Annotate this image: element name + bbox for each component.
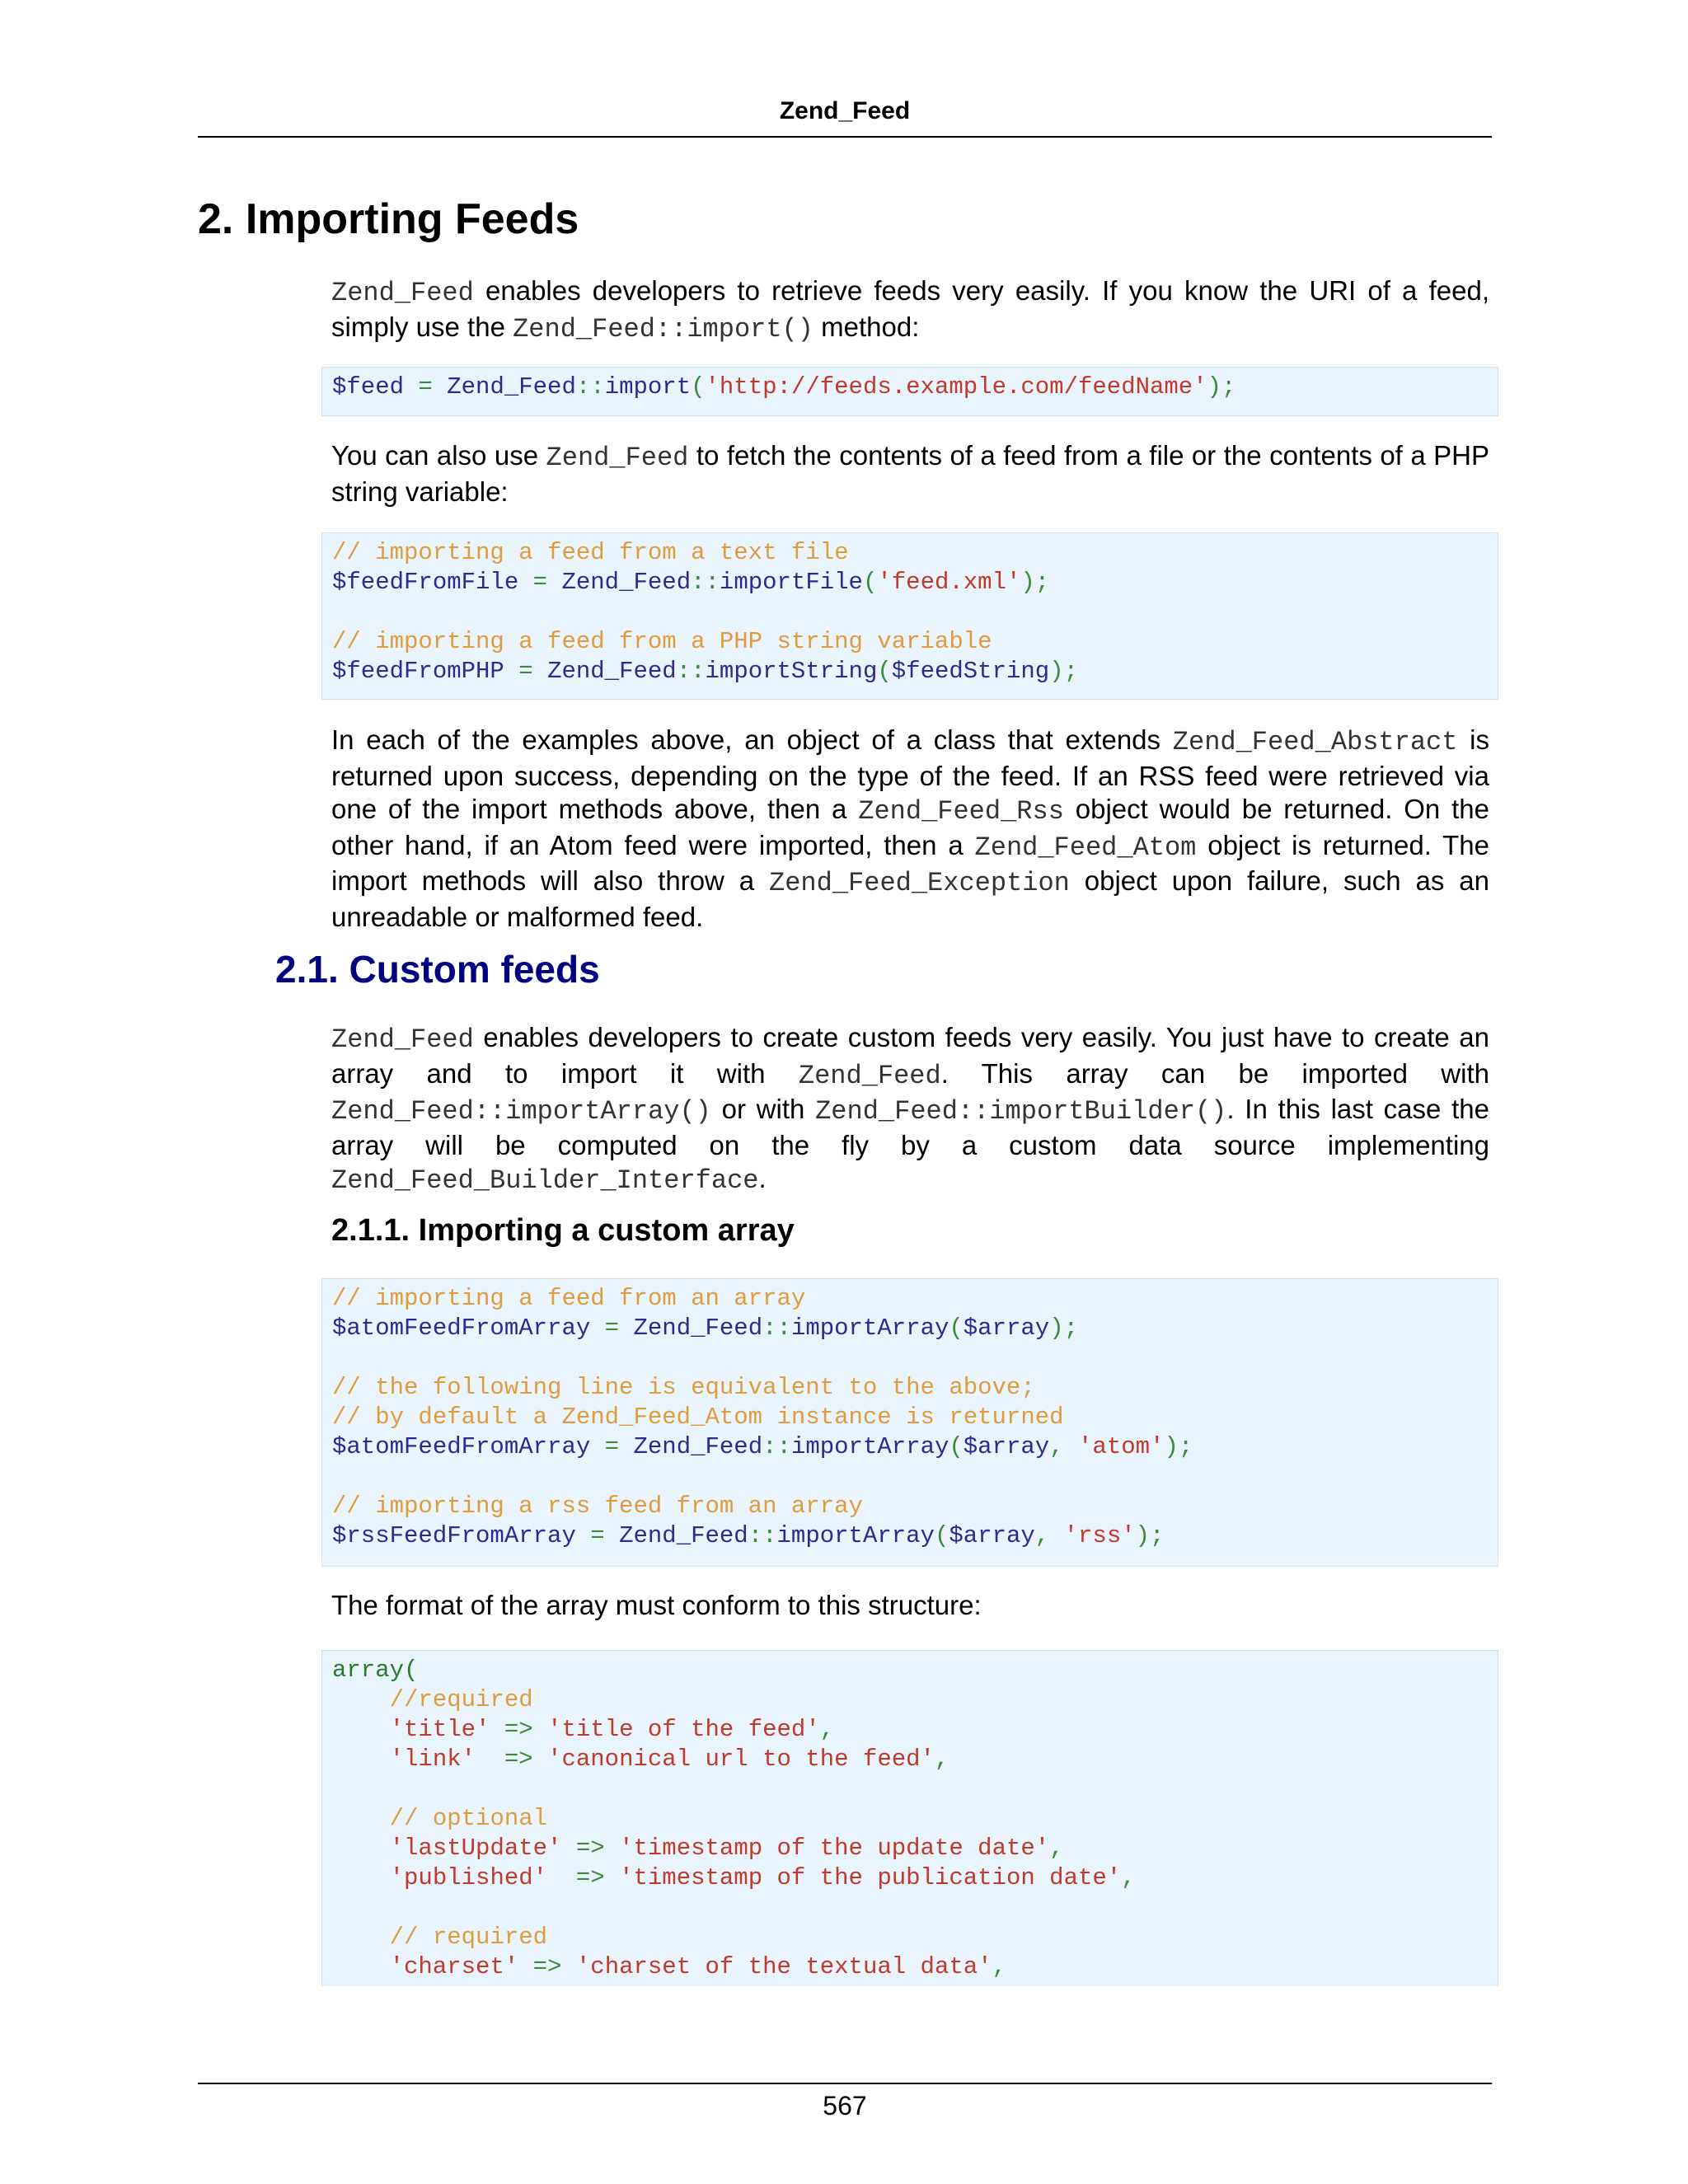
code-token: 'canonical url to the feed' bbox=[547, 1746, 935, 1773]
code-token: = bbox=[590, 1433, 634, 1460]
code-token: Zend_Feed bbox=[547, 658, 677, 685]
code-token: ); bbox=[1164, 1433, 1193, 1460]
code-line bbox=[332, 568, 1498, 598]
code-block-import-file-string bbox=[321, 532, 1498, 700]
text-run: object upon failure, such as an unreadable or malformed feed. bbox=[331, 865, 1489, 932]
code-token: Zend_Feed bbox=[619, 1522, 748, 1549]
text-run: or with bbox=[710, 1094, 816, 1124]
text-run: object is returned. The import methods will also throw a bbox=[331, 829, 1489, 896]
code-token: importArray bbox=[790, 1315, 950, 1342]
page-number: 567 bbox=[823, 2091, 867, 2121]
code-comment: // importing a rss feed from an array bbox=[332, 1493, 863, 1520]
code-line: array( bbox=[332, 1657, 419, 1684]
code-token: $feedFromPHP bbox=[332, 658, 504, 685]
code-token: ( bbox=[862, 569, 878, 596]
code-line bbox=[332, 373, 1498, 402]
code-token: :: bbox=[762, 1433, 791, 1460]
code-token: $array bbox=[963, 1315, 1050, 1342]
text-run: . This array can be imported with bbox=[940, 1057, 1489, 1089]
running-header: Zend_Feed bbox=[779, 97, 911, 124]
text-run: In each of the examples above, an object of a class that extends bbox=[331, 724, 1173, 755]
code-token: 'charset of the textual data' bbox=[575, 1953, 992, 1980]
text-run: enables developers to retrieve feeds very easily. If you know the URI of a feed, simply use the bbox=[331, 275, 1489, 342]
code-token: 'timestamp of the publication date' bbox=[619, 1864, 1122, 1891]
code-comment bbox=[332, 1923, 1498, 1952]
code-line bbox=[332, 1952, 1498, 1982]
code-line bbox=[332, 1834, 1498, 1863]
code-token: importString bbox=[705, 658, 878, 685]
code-token: , bbox=[1049, 1433, 1079, 1460]
code-blank-line bbox=[332, 1343, 1498, 1373]
text-run: to fetch the contents of a feed from a file or the contents of a PHP string variable: bbox=[331, 440, 1490, 507]
code-block-import bbox=[321, 367, 1498, 416]
inline-code: Zend_Feed::importBuilder() bbox=[815, 1096, 1227, 1127]
code-token: //required bbox=[389, 1686, 533, 1713]
code-token: ); bbox=[1135, 1522, 1165, 1549]
code-token: 'title of the feed' bbox=[547, 1716, 820, 1743]
inline-code: Zend_Feed_Rss bbox=[858, 796, 1064, 827]
code-token: importArray bbox=[790, 1433, 950, 1460]
code-blank-line bbox=[332, 1774, 1498, 1804]
code-token: = bbox=[504, 658, 548, 685]
code-line bbox=[332, 1863, 1498, 1893]
code-token: 'lastUpdate' bbox=[389, 1835, 562, 1862]
code-token: Zend_Feed bbox=[447, 373, 576, 401]
code-token: 'link' bbox=[389, 1746, 476, 1773]
code-token: $feedFromFile bbox=[332, 569, 519, 596]
code-token: , bbox=[1049, 1835, 1064, 1862]
code-token: $feedString bbox=[891, 658, 1050, 685]
code-comment: // importing a feed from a PHP string variable bbox=[332, 628, 992, 655]
code-comment: // the following line is equivalent to the above; bbox=[332, 1374, 1035, 1401]
return-types-paragraph bbox=[331, 724, 1489, 934]
code-token: ( bbox=[877, 658, 892, 685]
inline-code: Zend_Feed_Exception bbox=[769, 868, 1070, 898]
text-run: enables developers to create custom feeds very easily. You just have to create an array and to import it with bbox=[331, 1022, 1489, 1089]
inline-code: Zend_Feed::importArray() bbox=[331, 1096, 711, 1127]
code-token: ( bbox=[949, 1433, 964, 1460]
code-token: Zend_Feed bbox=[633, 1433, 763, 1460]
code-blank-line bbox=[332, 1893, 1498, 1923]
code-comment bbox=[332, 1804, 1498, 1834]
code-comment: // importing a feed from an array bbox=[332, 1285, 806, 1312]
code-line bbox=[332, 1314, 1498, 1343]
text-run: . bbox=[758, 1163, 767, 1193]
code-token: = bbox=[575, 1522, 620, 1549]
code-token: ( bbox=[934, 1522, 950, 1549]
code-comment: // importing a feed from a text file bbox=[332, 539, 849, 566]
code-token: 'charset' bbox=[389, 1953, 519, 1980]
code-token: :: bbox=[691, 569, 720, 596]
intro-paragraph bbox=[331, 274, 1489, 346]
file-string-paragraph bbox=[331, 439, 1489, 509]
section-title: 2. Importing Feeds bbox=[198, 195, 579, 243]
code-token: , bbox=[992, 1953, 1006, 1980]
code-token: => bbox=[476, 1746, 548, 1773]
code-block-array-structure bbox=[321, 1650, 1498, 1986]
code-token: :: bbox=[748, 1522, 777, 1549]
inline-code: Zend_Feed::import() bbox=[513, 313, 814, 344]
code-line bbox=[332, 1432, 1498, 1462]
code-token: :: bbox=[762, 1315, 791, 1342]
inline-code: Zend_Feed bbox=[546, 443, 689, 473]
code-token: :: bbox=[575, 373, 605, 401]
code-token: , bbox=[934, 1746, 950, 1773]
inline-code: Zend_Feed_Builder_Interface bbox=[331, 1165, 759, 1196]
code-token: $array bbox=[963, 1433, 1050, 1460]
code-token: // required bbox=[389, 1924, 548, 1951]
text-run: object would be returned. On the other hand, if an Atom feed were imported, then a bbox=[331, 794, 1490, 860]
code-token: $array bbox=[949, 1522, 1035, 1549]
code-token: ); bbox=[1020, 569, 1050, 596]
footer-rule bbox=[198, 2083, 1492, 2084]
code-line bbox=[332, 1745, 1498, 1774]
array-format-paragraph: The format of the array must conform to this structure: bbox=[331, 1590, 982, 1620]
inline-code: Zend_Feed_Atom bbox=[974, 832, 1197, 863]
code-block-import-array bbox=[321, 1278, 1498, 1567]
code-token: import bbox=[604, 373, 692, 401]
code-line bbox=[332, 1521, 1498, 1551]
code-comment bbox=[332, 1685, 1498, 1715]
code-token: ( bbox=[949, 1315, 964, 1342]
code-token: $feed bbox=[332, 373, 405, 401]
custom-feeds-paragraph bbox=[331, 1021, 1489, 1198]
code-token: => bbox=[518, 1953, 576, 1980]
code-line bbox=[332, 657, 1498, 687]
inline-code: Zend_Feed bbox=[331, 1024, 474, 1055]
code-token: $atomFeedFromArray bbox=[332, 1433, 591, 1460]
code-token: Zend_Feed bbox=[561, 569, 692, 596]
code-token: :: bbox=[676, 658, 706, 685]
code-token: = bbox=[518, 569, 562, 596]
code-token: $rssFeedFromArray bbox=[332, 1522, 576, 1549]
code-token: 'title' bbox=[389, 1716, 490, 1743]
subsubsection-title: 2.1.1. Importing a custom array bbox=[331, 1213, 795, 1248]
code-token: 'http://feeds.example.com/feedName' bbox=[705, 373, 1207, 401]
code-token: 'feed.xml' bbox=[877, 569, 1021, 596]
code-token: ); bbox=[1049, 1315, 1079, 1342]
subsection-title: 2.1. Custom feeds bbox=[275, 948, 600, 991]
code-token: ); bbox=[1207, 373, 1236, 401]
code-token: 'timestamp of the update date' bbox=[619, 1835, 1050, 1862]
inline-code: Zend_Feed_Abstract bbox=[1172, 727, 1458, 757]
header-rule bbox=[198, 136, 1492, 138]
code-line bbox=[332, 1715, 1498, 1745]
code-token: ( bbox=[691, 373, 706, 401]
text-run: You can also use bbox=[331, 440, 546, 471]
text-run: is returned upon success, depending on the type of the feed. If an RSS feed were retrieved via one of the import methods above, then a bbox=[331, 724, 1490, 824]
code-token: Zend_Feed bbox=[633, 1315, 763, 1342]
text-run: method: bbox=[813, 311, 920, 342]
code-token: = bbox=[404, 373, 448, 401]
code-blank-line bbox=[332, 1462, 1498, 1492]
code-token: $atomFeedFromArray bbox=[332, 1315, 591, 1342]
code-token: 'atom' bbox=[1078, 1433, 1165, 1460]
code-token: = bbox=[590, 1315, 634, 1342]
code-token: => bbox=[547, 1864, 620, 1891]
text-run: . In this last case the array will be computed on the fly by a custom data source implementing bbox=[331, 1094, 1489, 1160]
code-token: // optional bbox=[389, 1805, 548, 1832]
code-token: , bbox=[1034, 1522, 1064, 1549]
code-token: ); bbox=[1049, 658, 1079, 685]
code-token: , bbox=[1121, 1864, 1136, 1891]
code-token: => bbox=[561, 1835, 620, 1862]
inline-code: Zend_Feed bbox=[798, 1060, 941, 1091]
code-blank-line bbox=[332, 598, 1498, 627]
code-token: 'rss' bbox=[1063, 1522, 1136, 1549]
code-token: importFile bbox=[719, 569, 863, 596]
inline-code: Zend_Feed bbox=[331, 278, 474, 308]
code-comment: // by default a Zend_Feed_Atom instance is returned bbox=[332, 1404, 1064, 1431]
code-token: importArray bbox=[776, 1522, 935, 1549]
code-token: , bbox=[819, 1716, 835, 1743]
code-token: => bbox=[490, 1716, 548, 1743]
code-token: 'published' bbox=[389, 1864, 548, 1891]
